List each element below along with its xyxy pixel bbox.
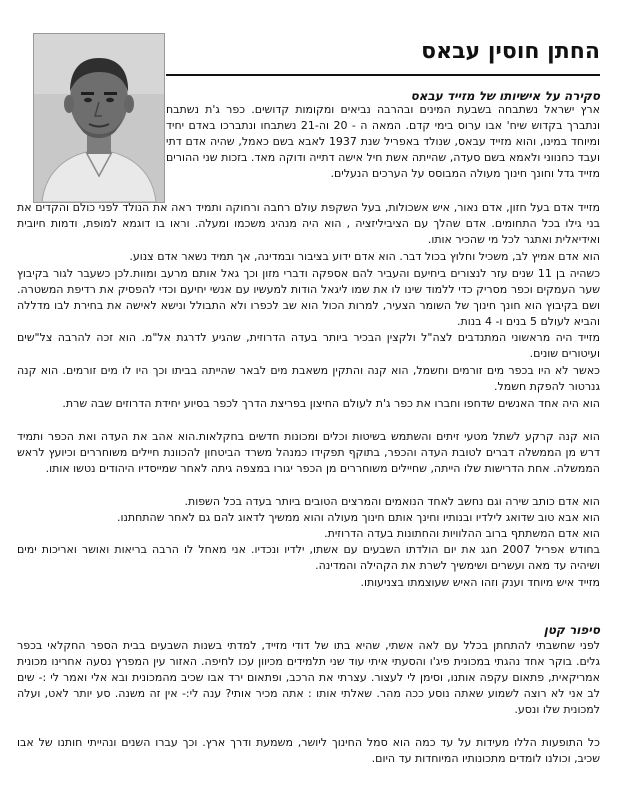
paragraph: בחודש אפריל 2007 חגג את יום הולדתו השבעים עם אשתו, ילדיו ונכדיו. אני מאחל לו הרבה בריאות ואושר ואריכות ימים ושיהיה עד מאה ועשרים ושימשיך לשרת את הקהילה והמדינה.	[17, 543, 600, 573]
paragraph: מזייד איש מיוחד וענק וזהו האיש שעוצמתו בצניעותו.	[360, 576, 600, 589]
portrait-photo	[33, 33, 165, 203]
paragraph: הוא קנה קרקע לשתל מטעי זיתים והשתמש בשיטות וכלים ומכונות חדשים בחקלאות.הוא אהב את העדה ואת הכפר ותמיד דרש מן הממשלה דברים לטובת העדה והכפר, בתוקף תפקידו כמנהל משרד הביטחון להכוונת חיילים משוחררים וכיועץ לראש הממשלה. אחת הדרישות שלו הייתה, שחיילים משוחררים מן הכפר יגורו במצפה גיתה לאחר שמייסדיו היהודים נטשו אותו.	[17, 430, 600, 476]
paragraph: ארץ ישראל נשתבחה בשבעת המינים ובהרבה נביאים ומקומות קדושים. כפר ג'ת נשתבח ונתברך בקדוש שיח' אבו ערוס בימי קדם. המאה ה - 20 וה-21 נשתבחו ונתברכו באדם יחיד ומיוחד במינו, והוא מזייד עבאס, שנולד באפריל שנת 1937 לאבא בשם כאמל, שהיה אדם דתי ועבד כחנווני ולאמא בשם סעדה, שהייתה אשת חיל אישה דתייה ודוקה מאד. בזכות שני ההורים מזייד גדל וחונך חינוך מעולה המבוסס על הערכים הנעלים.	[166, 103, 600, 181]
paragraph: כאשר לא היו בכפר מים זורמים וחשמל, הוא קנה והתקין משאבת מים לבאר שהייתה בביתו וכך היו לו מים זורמים. הוא קנה גנרטור להפקת חשמל.	[17, 364, 600, 394]
paragraph: הוא אבא טוב שדואג לילדיו ובנותיו וחינך אותם חינוך מעולה והוא ממשיך לדאוג להם גם לאחר שהתחתנו.	[116, 511, 600, 524]
section-heading-profile: סקירה על אישיותו של מזייד עבאס	[410, 89, 600, 103]
paragraph: הוא אדם המשתתף ברוב ההלוויות והחתונות בעדה הדרוזית.	[324, 527, 600, 540]
title-bar	[166, 34, 600, 76]
page-title: החתן חוסין עבאס	[421, 39, 600, 64]
paragraph: הוא היה אחד האנשים שדחפו וחברו את כפר ג'ת לעולם החיצון בפריצת הדרך לכפר בסיוע יחידת הדרוזים שבה שרת.	[62, 397, 600, 410]
section-heading-story: סיפור קטן	[543, 623, 600, 637]
paragraph: כשהיה בן 11 שנים עזר לנצורים ביחיעם והעביר להם אספקה ודברי מזון וכך גאל אותם מרעב ומוות.לכן כשעבר לגור בקיבוץ שער העמקים וכפר מסריק כדי ללמוד שינו לו את שמו ליגאל הודות למעשיו עם אנשי יחיעם וכדי להפסיק את רדיפת המשטרה. ושם בקיבוץ הוא חונך חינוך של השומר הצעיר, למרות הכול הוא שב לכפרו ולא התבולל ונישא לאישה את בחירת לבו מדללה והביא לעולם 5 בנים ו- 4 בנות.	[17, 267, 601, 329]
paragraph: מזייד היה מראשוני המתנדבים לצה"ל ולקצין הבכיר ביותר בעדה הדרוזית, שהגיע לדרגת אל"מ. הוא זכה להרבה צל"שים ועיטורים שונים.	[17, 331, 600, 361]
paragraph: מזייד אדם בעל חזון, אדם נאור, איש אשכולות, בעל השקפת עולם רחבה ורחוקה ותמיד ראה את הנולד לפני כולם והקדים את בני גילו בכל התחומים. אדם שהלך עם הציביליזציה , הוא היה מנהיג משכמו ומעלה. וראו בו דוגמא למופת, ודמות חיובית ואידיאלית ואתגר לכל מי שהכיר אותו.	[17, 201, 600, 247]
paragraph: הוא אדם אמיץ לב, משכיל וחלוץ בכול דבר. הוא אדם ידוע בציבור ובמדינה, אך תמיד נשאר אדם צנוע.	[129, 250, 600, 263]
paragraph: לפני שחשבתי להתחתן בכלל עם לאה אשתי, שהיא בתו של דודי מזייד, למדתי בשנות השבעים בבית הספר החקלאי בכפר גלים. בוקר אחד נהגתי במכונית פיג'ו והסעתי איתי עוד שני תלמידים מכיוון עכו לחיפה. האזור עין המפרץ נסעה אחרינו מכונית אמריקאית, פתאום עקפה אותנו, וסימן לי לעצור. עצרתי את הרכב, ופתאום ירד אבו שכיב מהמכונית ובא אלי ואמר לי :- שים לב אני לא רוצה לשמוע שאתה נוסע ככה מהר. שאלתי אותו : אתה מכיר אותי? ענה לי:- אין זה משנה. סע יותר לאט, ועלה למכונית שלו ונסע.	[17, 639, 600, 717]
paragraph: הוא אדם כותב שירה וגם נחשב לאחד הנואמים והמרצים הטובים ביותר בעדה בכל השפות.	[184, 495, 600, 508]
portrait-image	[34, 34, 164, 202]
paragraph: כל התופעות הללו מעידות על עד כמה הוא סמל החינוך ליושר, משמעת ודרך ארץ. וכך עברו השנים ונהייתי חותנו של אבו שכיב, וכולנו לומדים מתכונותיו המיוחדות עד היום.	[17, 736, 600, 766]
